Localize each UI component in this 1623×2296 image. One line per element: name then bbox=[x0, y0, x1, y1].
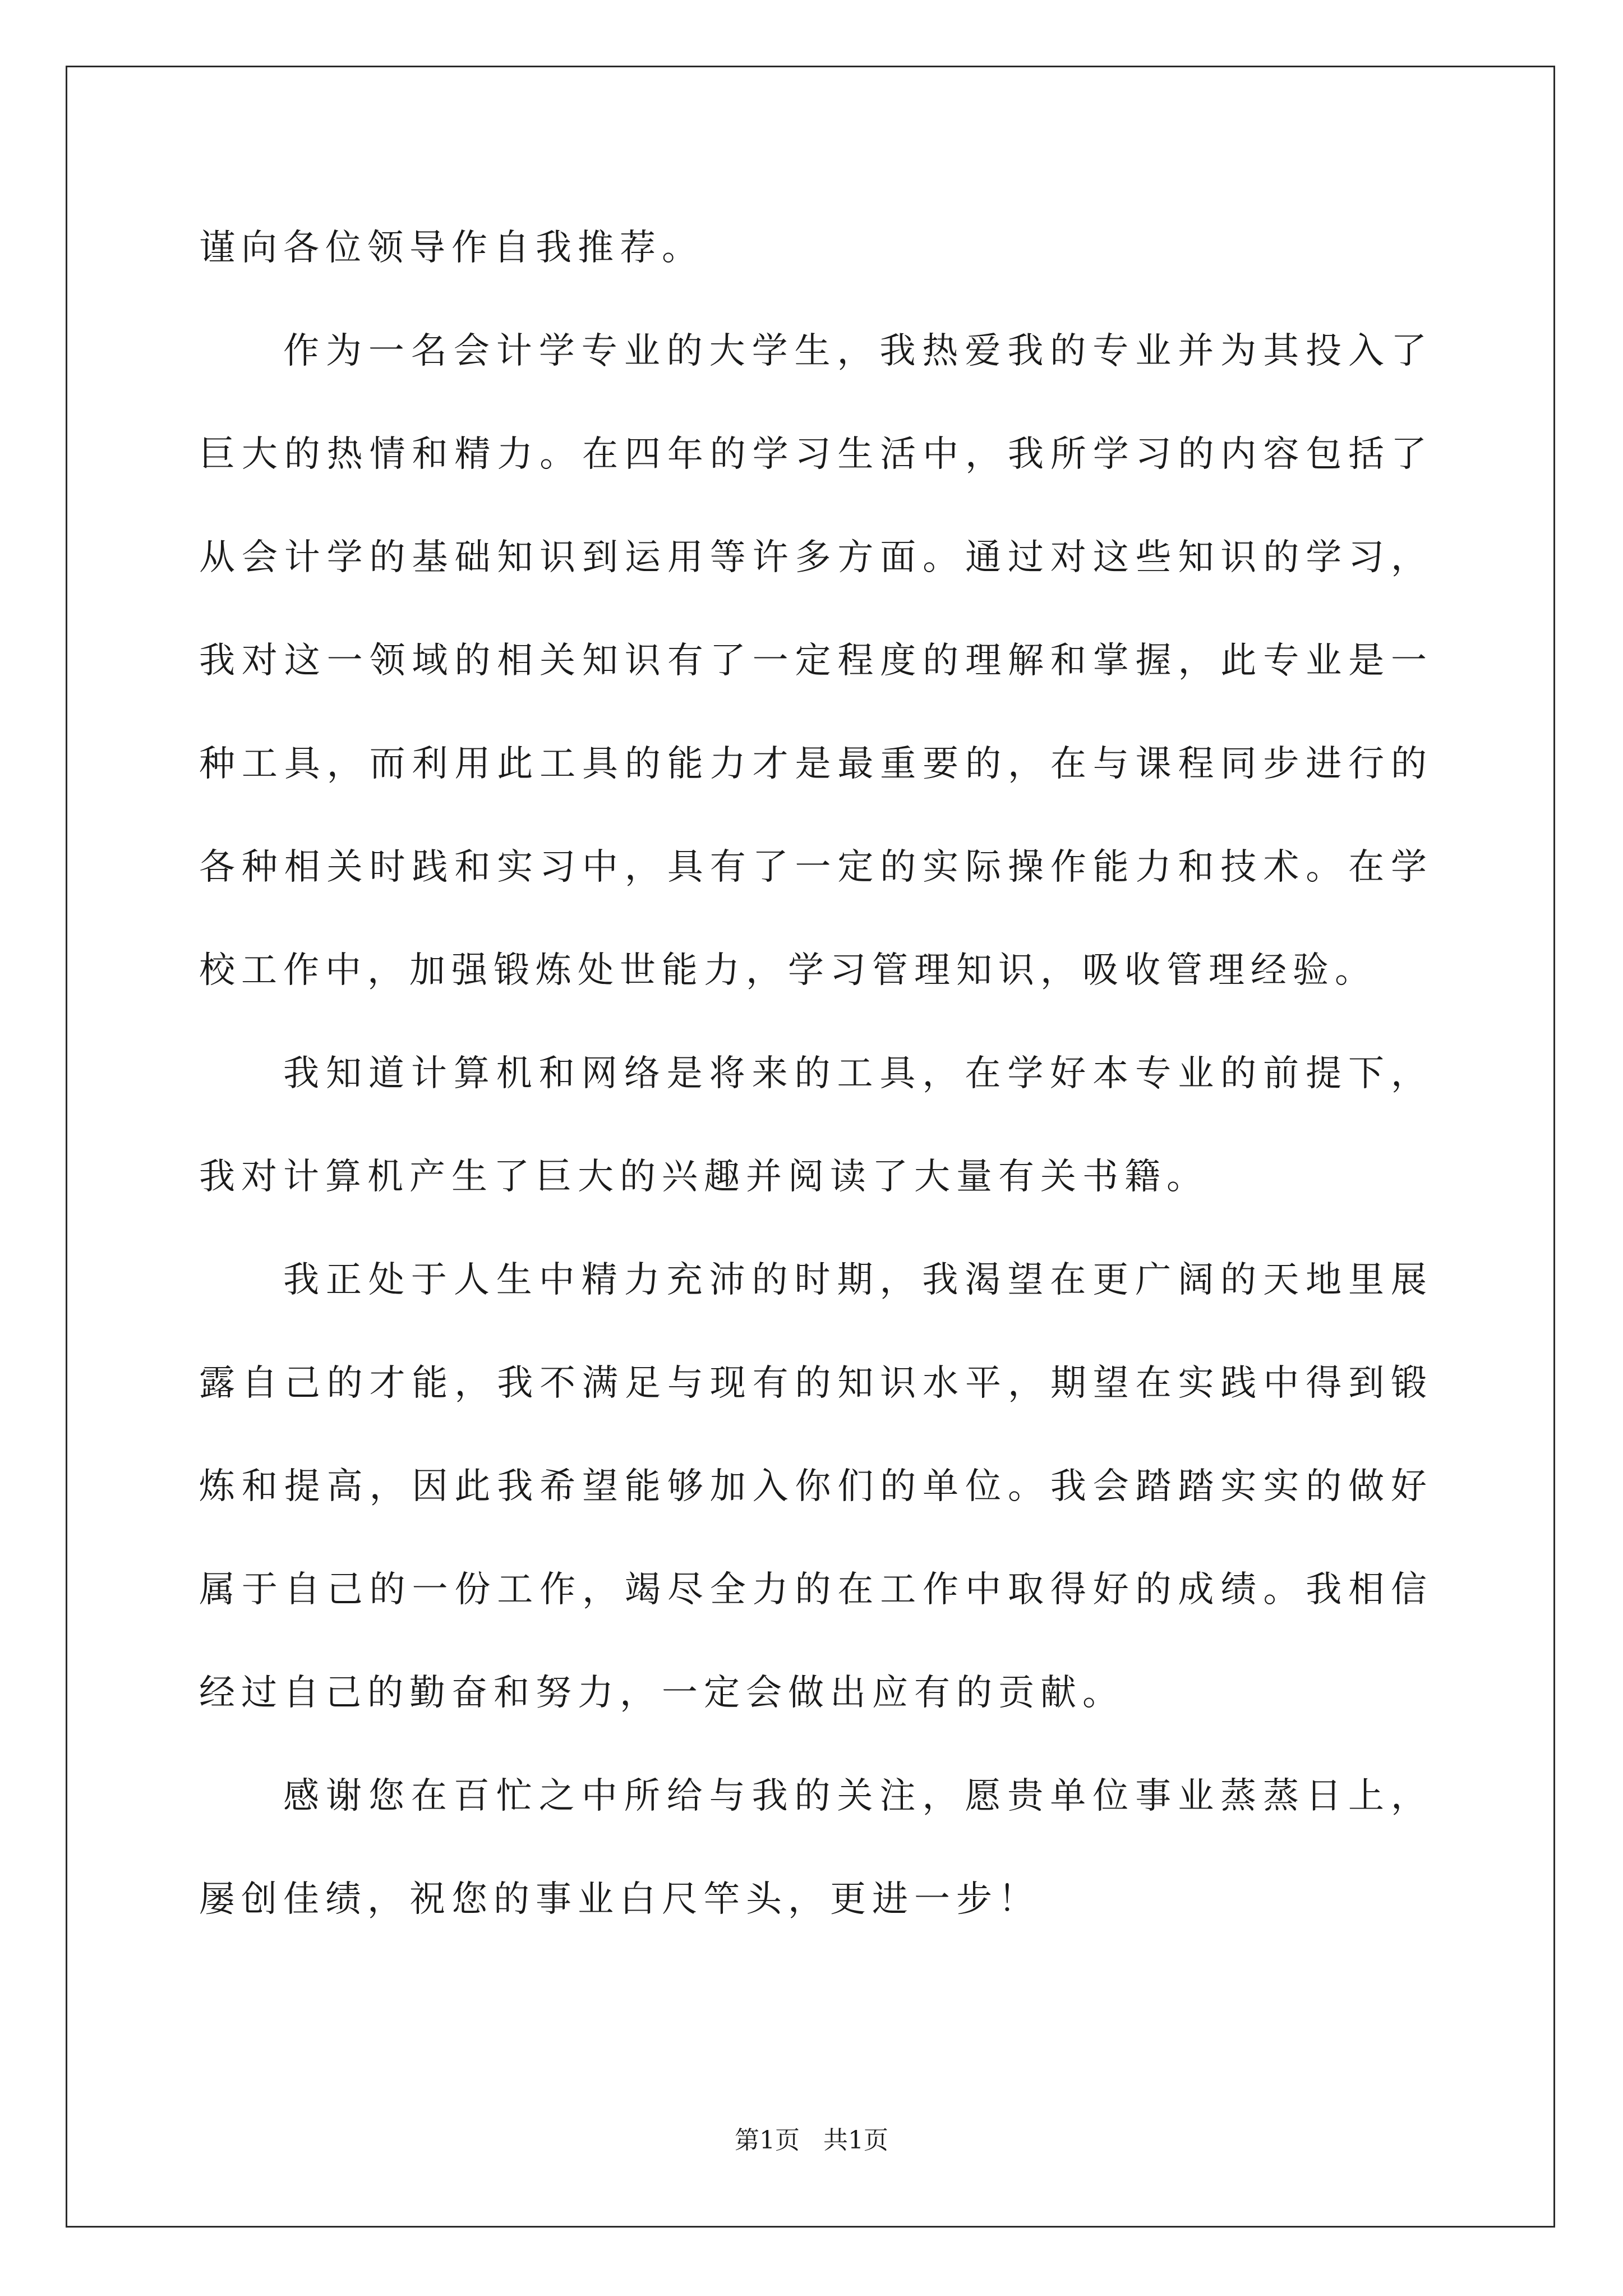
paragraph: 我知道计算机和网络是将来的工具，在学好本专业的前提下，我对计算机产生了巨大的兴趣并阅读了大量有关书籍。 bbox=[199, 1053, 1433, 1198]
footer-spacer bbox=[800, 2126, 823, 2155]
paragraph: 感谢您在百忙之中所给与我的关注，愿贵单位事业蒸蒸日上，屡创佳绩，祝您的事业白尺竿头，更进一步！ bbox=[199, 1775, 1433, 1920]
paragraph: 谨向各位领导作自我推荐。 bbox=[199, 227, 704, 269]
page-number-total: 共1页 bbox=[823, 2126, 888, 2155]
page-footer bbox=[0, 2124, 1623, 2157]
page-number-current: 第1页 bbox=[735, 2126, 800, 2155]
paragraph: 作为一名会计学专业的大学生，我热爱我的专业并为其投入了巨大的热情和精力。在四年的学习生活中，我所学习的内容包括了从会计学的基础知识到运用等许多方面。通过对这些知识的学习，我对这一领域的相关知识有了一定程度的理解和掌握，此专业是一种工具，而利用此工具的能力才是最重要的，在与课程同步进行的各种相关时践和实习中，具有了一定的实际操作能力和技术。在学校工作中，加强锻炼处世能力，学习管理知识，吸收管理经验。 bbox=[199, 330, 1433, 991]
document-body bbox=[199, 196, 1433, 1951]
paragraph: 我正处于人生中精力充沛的时期，我渴望在更广阔的天地里展露自己的才能，我不满足与现有的知识水平，期望在实践中得到锻炼和提高，因此我希望能够加入你们的单位。我会踏踏实实的做好属于自己的一份工作，竭尽全力的在工作中取得好的成绩。我相信经过自己的勤奋和努力，一定会做出应有的贡献。 bbox=[199, 1259, 1433, 1714]
